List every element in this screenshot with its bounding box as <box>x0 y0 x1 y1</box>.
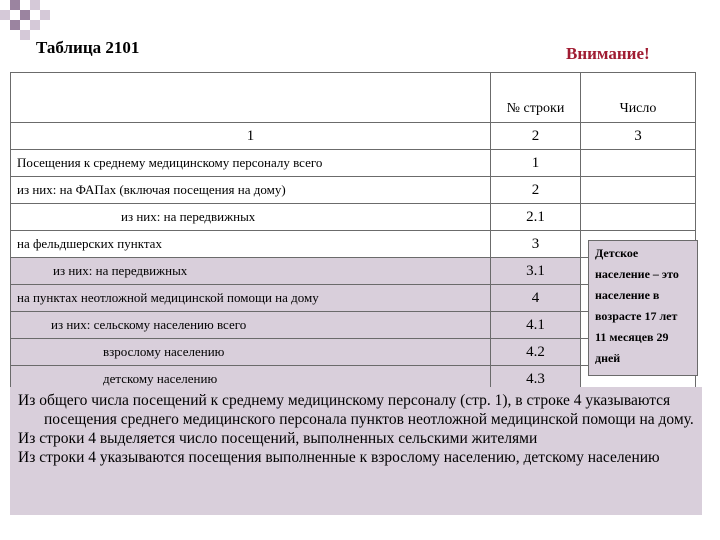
table-title: Таблица 2101 <box>36 38 140 57</box>
row-number: 4 <box>491 285 581 312</box>
row-label: из них: на ФАПах (включая посещения на дому) <box>11 177 491 204</box>
explanation-paragraph: Из общего числа посещений к среднему медицинскому персоналу (стр. 1), в строке 4 указываются посещения среднего медицинского персонала пунктов неотложной медицинской помощи на дому. <box>18 392 694 428</box>
child-population-note: Детское население – это население в возрасте 17 лет 11 месяцев 29 дней <box>588 240 698 376</box>
explanation-paragraph: Из строки 4 указываются посещения выполненные к взрослому населению, детскому населению <box>18 449 660 466</box>
warning-label: Внимание! <box>566 44 650 63</box>
row-number: 1 <box>491 150 581 177</box>
explanation-box <box>10 387 702 515</box>
row-label: из них: на передвижных <box>11 258 491 285</box>
row-number: 2.1 <box>491 204 581 231</box>
row-label: Посещения к среднему медицинскому персоналу всего <box>11 150 491 177</box>
header-cell-name <box>11 73 491 123</box>
row-label: из них: на передвижных <box>11 204 491 231</box>
count-cell[interactable] <box>581 204 696 231</box>
table-row <box>11 150 696 177</box>
row-number: 4.1 <box>491 312 581 339</box>
table-header-row <box>11 73 696 123</box>
index-cell: 1 <box>11 123 491 150</box>
row-label: на пунктах неотложной медицинской помощи на дому <box>11 285 491 312</box>
row-number: 4.3 <box>491 366 581 393</box>
index-cell: 2 <box>491 123 581 150</box>
row-label: детскому населению <box>11 366 491 393</box>
table-row <box>11 177 696 204</box>
row-number: 3 <box>491 231 581 258</box>
index-cell: 3 <box>581 123 696 150</box>
count-cell[interactable] <box>581 177 696 204</box>
explanation-paragraph: Из строки 4 выделяется число посещений, выполненных сельскими жителями <box>18 430 538 447</box>
row-label: взрослому населению <box>11 339 491 366</box>
row-number: 3.1 <box>491 258 581 285</box>
header-cell-count: Число <box>581 73 696 123</box>
header-cell-row-number: № строки <box>491 73 581 123</box>
row-number: 4.2 <box>491 339 581 366</box>
row-label: на фельдшерских пунктах <box>11 231 491 258</box>
table-row <box>11 204 696 231</box>
row-label: из них: сельскому населению всего <box>11 312 491 339</box>
count-cell[interactable] <box>581 150 696 177</box>
row-number: 2 <box>491 177 581 204</box>
column-index-row <box>11 123 696 150</box>
